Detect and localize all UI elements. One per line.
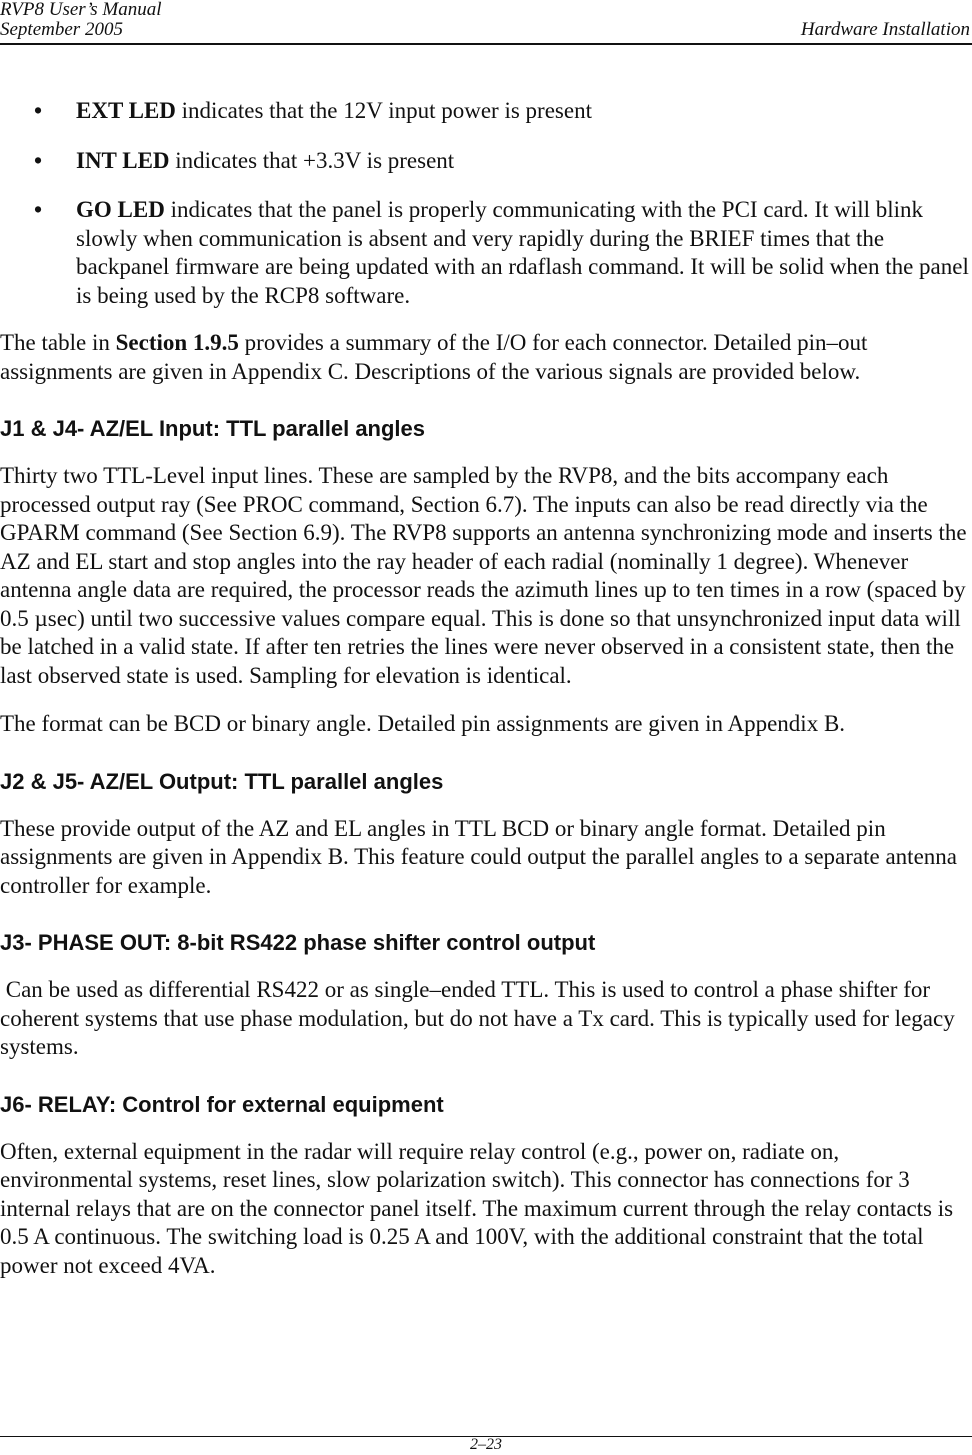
bullet-go-led [0, 196, 972, 310]
paragraph-j6-description: Often, external equipment in the radar will require relay control (e.g., power on, radiate on, environmental systems, reset lines, slow polarization switch). This connector has connections for 3 internal relays that are on the connector panel itself. The maximum current through the relay contacts is 0.5 A continuous. The switching load is 0.25 A and 100V, with the additional constraint that the total power not exceed 4VA. [0, 1138, 954, 1278]
paragraph-j1-j4-format: The format can be BCD or binary angle. Detailed pin assignments are given in Appendix B. [0, 711, 846, 736]
header-rule [0, 43, 972, 45]
intro-prefix: The table in [0, 330, 116, 355]
page-body [0, 97, 972, 1280]
section-heading-j1-j4: J1 & J4- AZ/EL Input: TTL parallel angles [0, 416, 426, 441]
intro-suffix: provides a summary of the I/O for each connector. Detailed pin–out assignments are given in Appendix C. Descriptions of the various signals are provided below. [0, 330, 868, 384]
bullet-ext-led [0, 97, 972, 126]
section-reference: Section 1.9.5 [115, 330, 239, 355]
bullet-text: indicates that the panel is properly communicating with the PCI card. It will blink slowly when communication is absent and very rapidly during the BRIEF times that the backpanel firmware are being updated with an rdaflash command. It will be solid when the panel is being used by the RCP8 software. [76, 197, 969, 308]
manual-title: RVP8 User’s Manual [0, 0, 162, 20]
paragraph-j1-j4-description: Thirty two TTL-Level input lines. These are sampled by the RVP8, and the bits accompany each processed output ray (See PROC command, Section 6.7). The inputs can also be read directly via the GPARM command (See Section 6.9). The RVP8 supports an antenna synchronizing mode and inserts the AZ and EL start and stop angles into the ray header of each radial (nominally 1 degree). Whenever antenna angle data are required, the processor reads the azimuth lines up to ten times in a row (spaced by 0.5 µsec) until two successive values compare equal. This is done so that unsynchronized input data will be latched in a valid state. If after ten retries the lines were never observed in a consistent state, then the last observed state is used. Sampling for elevation is identical. [0, 463, 967, 688]
bullet-text: indicates that the 12V input power is present [175, 98, 592, 123]
bullet-icon: • [34, 197, 43, 222]
intro-paragraph [0, 329, 972, 386]
bullet-icon: • [34, 147, 43, 173]
bullet-text: indicates that +3.3V is present [169, 147, 455, 173]
paragraph-j2-j5-description: These provide output of the AZ and EL angles in TTL BCD or binary angle format. Detailed pin assignments are given in Appendix B. This feature could output the parallel angles to a separate antenna controller for example. [0, 815, 957, 898]
section-heading-j3: J3- PHASE OUT: 8-bit RS422 phase shifter control output [0, 930, 596, 955]
section-heading-j2-j5: J2 & J5- AZ/EL Output: TTL parallel angles [0, 768, 444, 794]
bullet-int-led [0, 147, 972, 176]
bullet-term: EXT LED [76, 98, 176, 123]
bullet-term: INT LED [76, 147, 170, 173]
led-bullet-list [0, 97, 972, 310]
chapter-title: Hardware Installation [800, 19, 970, 40]
page-number: 2–23 [470, 1436, 502, 1453]
bullet-icon: • [34, 98, 43, 123]
paragraph-j3-description: Can be used as differential RS422 or as single–ended TTL. This is used to control a phase shifter for coherent systems that use phase modulation, but do not have a Tx card. This is typically used for legacy systems. [0, 977, 961, 1059]
section-heading-j6: J6- RELAY: Control for external equipment [0, 1091, 444, 1117]
header-date: September 2005 [0, 19, 123, 40]
running-header-left [0, 0, 162, 40]
bullet-term: GO LED [76, 197, 165, 222]
